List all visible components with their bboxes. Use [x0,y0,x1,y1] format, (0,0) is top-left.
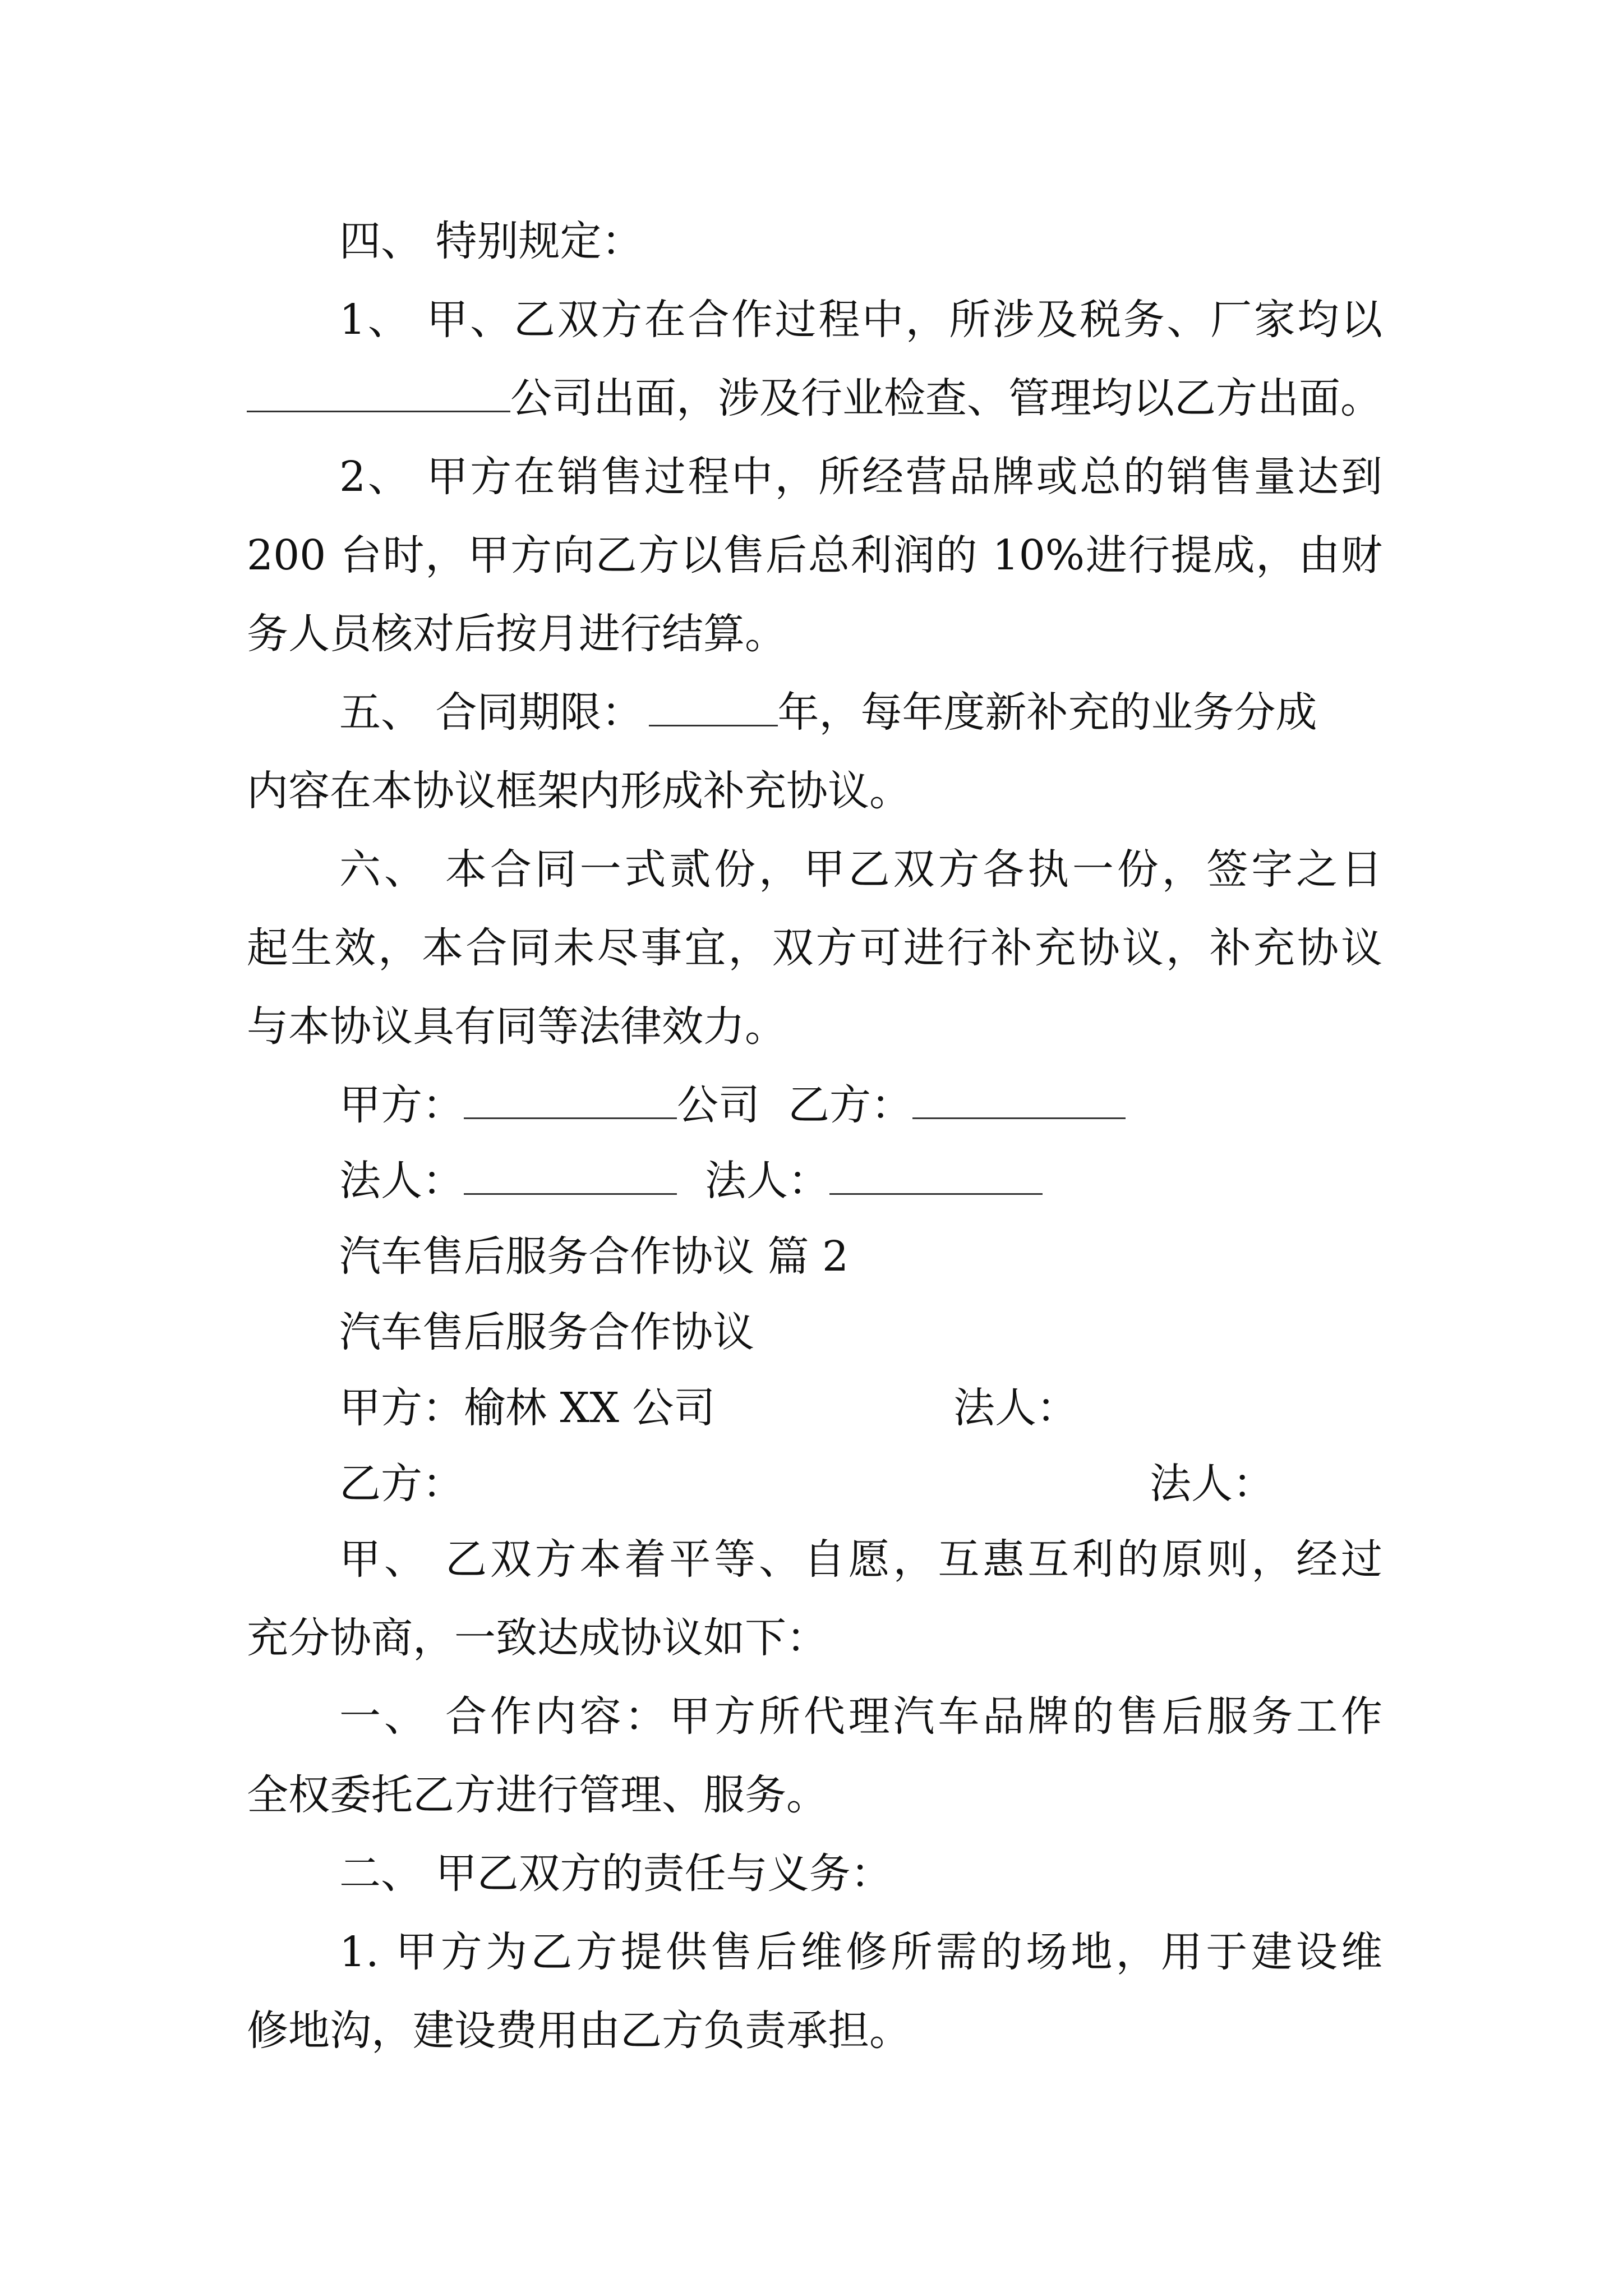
party-a-name: 甲方：榆林 XX 公司 [339,1384,716,1432]
paragraph-line: 2、 甲方在销售过程中，所经营品牌或总的销售量达到 [339,453,1382,501]
paragraph-line: 修地沟，建设费用由乙方负责承担。 [247,2007,911,2055]
paragraph-line: 一、 合作内容：甲方所代理汽车品牌的售后服务工作 [339,1692,1382,1741]
paragraph-text: 年，每年度新补充的业务分成 [777,688,1317,737]
party-a-legal-rep: 法人： [953,1384,1078,1432]
agreement-title: 汽车售后服务合作协议 [339,1308,754,1356]
paragraph-line: 内容在本协议框架内形成补充协议。 [247,767,911,815]
party-a-blank [464,1083,677,1119]
fill-in-blank [649,690,778,726]
legal-rep-a-label: 法人： [339,1157,464,1205]
paragraph-line-with-blank [247,373,1382,424]
paragraph-line: 甲、 乙双方本着平等、自愿，互惠互利的原则，经过 [339,1535,1382,1584]
legal-rep-b-label: 法人： [705,1157,829,1205]
party-b-label: 乙方： [788,1081,912,1129]
section-heading-special-provisions: 四、 特别规定： [339,217,643,265]
paragraph-line: 起生效，本合同未尽事宜，双方可进行补充协议，补充协议 [247,924,1382,972]
legal-rep-a-blank [464,1158,677,1195]
paragraph-line: 六、 本合同一式贰份，甲乙双方各执一份，签字之日 [339,845,1382,894]
article-title-part-2: 汽车售后服务合作协议 篇 2 [339,1232,849,1281]
signature-line-legal-rep [339,1156,1043,1206]
paragraph-line: 1. 甲方为乙方提供售后维修所需的场地，用于建设维 [339,1928,1382,1976]
party-a-label: 甲方： [339,1081,464,1129]
paragraph-line: 与本协议具有同等法律效力。 [247,1002,786,1051]
paragraph-line: 全权委托乙方进行管理、服务。 [247,1771,828,1819]
section-heading-responsibilities: 二、 甲乙双方的责任与义务： [339,1849,892,1898]
paragraph-line-with-blank [339,687,1382,738]
party-b-name: 乙方： [339,1460,464,1508]
party-b-legal-rep: 法人： [1150,1460,1274,1508]
fill-in-blank [247,376,510,412]
paragraph-line: 200 台时，甲方向乙方以售后总利润的 10%进行提成，由财 [247,531,1382,579]
paragraph-line: 务人员核对后按月进行结算。 [247,610,786,658]
paragraph-line: 1、 甲、乙双方在合作过程中，所涉及税务、厂家均以 [339,296,1382,344]
section-heading-term: 五、 合同期限： [339,688,643,737]
company-label: 公司 [677,1081,760,1129]
signature-line-party-a-b [339,1080,1126,1130]
legal-rep-b-blank [829,1158,1043,1195]
paragraph-text: 公司出面，涉及行业检查、管理均以乙方出面。 [510,374,1382,422]
paragraph-line: 充分协商，一致达成协议如下： [247,1614,828,1662]
party-b-blank [912,1083,1126,1119]
